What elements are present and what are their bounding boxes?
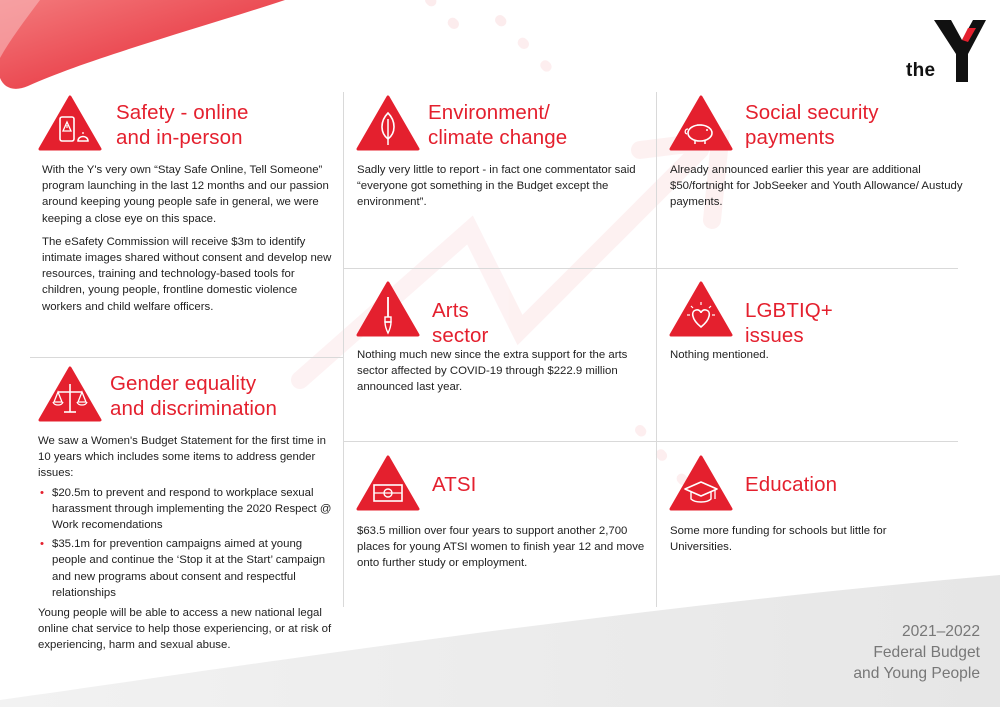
footer-line-1: Federal Budget [873,644,980,661]
atsi-body [357,523,652,579]
education-title: Education [745,473,838,496]
arts-body [357,347,647,403]
list-item: • $35.1m for prevention campaigns aimed at young people and continue the ‘Stop it at the Start’ campaign and new programs about consent and respectful relationships [52,536,332,601]
social-security-text: Already announced earlier this year are additional $50/fortnight for JobSeeker and Youth Allowance/ Austudy payments. [670,164,963,209]
gender-outro: Young people will be able to access a new national legal online chat service to help those experiencing, or at risk of experiencing, harm and sexual abuse. [38,607,332,652]
list-item: • $20.5m to prevent and respond to workplace sexual harassment through implementing the 2020 Respect @ Work recomendations [52,485,332,534]
arts-title: Arts sector [432,299,489,347]
environment-title: Environment/ climate change [428,101,568,149]
education-text: Some more funding for schools but little for Universities. [670,525,887,554]
divider-vertical-2 [656,92,657,607]
divider-horizontal-left [30,357,343,358]
education-body [670,523,932,562]
divider-horizontal-mid-2 [343,441,958,442]
social-security-body [670,162,966,218]
logo-word: the [906,60,936,81]
footer-title [853,621,980,684]
gender-intro: We saw a Women's Budget Statement for the first time in 10 years which includes some items to address gender issues: [38,435,326,480]
divider-vertical-1 [343,92,344,607]
lgbtiq-body [670,347,960,370]
flag-icon [356,455,420,511]
safety-title: Safety - online and in-person [116,101,249,149]
gender-body [38,433,332,661]
environment-text: Sadly very little to report - in fact one commentator said “everyone got something in the Budget except the environment”. [357,164,636,209]
gender-title: Gender equality and discrimination [110,372,278,420]
phone-alert-icon [38,95,102,151]
safety-paragraph: The eSafety Commission will receive $3m to identify intimate images shared without consent and develop new resources, training and technology-based tools for children, young people, frontline domestic violence workers and child welfare officers. [42,235,332,313]
gender-bullet-list [38,485,332,601]
leaf-icon [356,95,420,151]
lgbtiq-title: LGBTIQ+ issues [745,299,833,347]
arts-text: Nothing much new since the extra support for the arts sector affected by COVID-19 through $222.9 million announced last year. [357,349,628,394]
footer-year: 2021–2022 [901,623,980,640]
footer-line-2: and Young People [853,665,980,682]
safety-paragraph: With the Y's very own “Stay Safe Online, Tell Someone” program launching in the last 12 months and our passion around keeping young people safe in general, we were keeping a close eye on this space. [42,164,329,225]
heart-icon [669,281,733,337]
safety-body [42,162,332,322]
y-logo-icon [934,18,986,84]
lgbtiq-text: Nothing mentioned. [670,349,769,361]
atsi-text: $63.5 million over four years to support another 2,700 places for young ATSI women to finish year 12 and move onto further study or employment. [357,525,645,570]
scales-icon [38,366,102,422]
paintbrush-icon [356,281,420,337]
graduation-cap-icon [669,455,733,511]
divider-horizontal-mid-1 [343,268,958,269]
atsi-title: ATSI [432,473,477,496]
piggy-bank-icon [669,95,733,151]
social-security-title: Social security payments [745,101,879,149]
ymca-logo [906,18,986,84]
environment-body [357,162,647,218]
